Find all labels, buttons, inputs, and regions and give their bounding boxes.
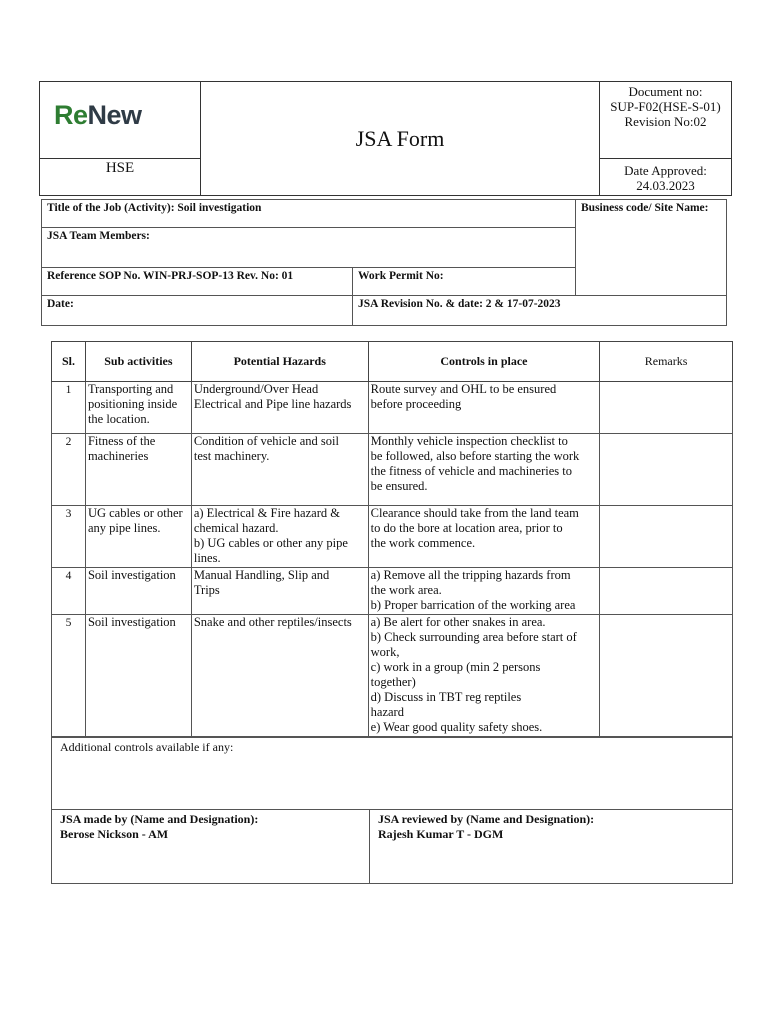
sub-activity — [85, 568, 191, 615]
remarks — [600, 506, 733, 568]
reviewed-by-name: Rajesh Kumar T - DGM — [378, 827, 504, 841]
header-potential-hazards: Potential Hazards — [191, 342, 368, 382]
table-row — [52, 382, 733, 434]
job-info-table — [41, 199, 727, 326]
header-sub-activities: Sub activities — [85, 342, 191, 382]
sub-activity-line: Transporting and — [87, 382, 174, 396]
row-serial: 3 — [52, 506, 86, 568]
remarks — [600, 568, 733, 615]
header-sl: Sl. — [52, 342, 86, 382]
document-number-cell — [600, 82, 732, 159]
reference-sop: Reference SOP No. WIN-PRJ-SOP-13 Rev. No: 01 — [42, 268, 353, 296]
document-no-label: Document no: — [628, 84, 703, 99]
controls-in-place-line: a) Be alert for other snakes in area. — [370, 615, 546, 629]
potential-hazard — [191, 506, 368, 568]
sub-activity-line: Soil investigation — [87, 568, 176, 582]
controls-in-place — [368, 506, 600, 568]
logo-cell — [40, 82, 201, 159]
controls-in-place-line: the work commence. — [370, 536, 476, 550]
controls-in-place-line: the fitness of vehicle and machineries to — [370, 464, 572, 478]
controls-in-place-line: b) Proper barrication of the working area — [370, 598, 576, 612]
controls-in-place-line: Route survey and OHL to be ensured — [370, 382, 557, 396]
potential-hazard-line: Trips — [193, 583, 220, 597]
potential-hazard-line: Manual Handling, Slip and — [193, 568, 330, 582]
table-row — [52, 434, 733, 506]
form-title: JSA Form — [201, 82, 600, 196]
header-controls: Controls in place — [368, 342, 600, 382]
sub-activity-line: positioning inside — [87, 397, 178, 411]
controls-in-place-line: Monthly vehicle inspection checklist to — [370, 434, 568, 448]
date-approved-cell — [600, 159, 732, 196]
revision-no: Revision No:02 — [624, 114, 707, 129]
potential-hazard-line: Snake and other reptiles/insects — [193, 615, 352, 629]
potential-hazard-line: a) Electrical & Fire hazard & — [193, 506, 340, 520]
controls-in-place-line: be followed, also before starting the work — [370, 449, 580, 463]
date-field: Date: — [42, 296, 353, 326]
potential-hazard — [191, 615, 368, 737]
controls-in-place-line: b) Check surrounding area before start of — [370, 630, 577, 644]
controls-in-place — [368, 434, 600, 506]
team-members: JSA Team Members: — [42, 228, 576, 268]
potential-hazard-line: Electrical and Pipe line hazards — [193, 397, 352, 411]
potential-hazard-line: b) UG cables or other any pipe — [193, 536, 348, 550]
row-serial: 1 — [52, 382, 86, 434]
signoff-table — [51, 737, 733, 884]
controls-in-place-line: together) — [370, 675, 416, 689]
table-row — [52, 506, 733, 568]
controls-in-place-line: a) Remove all the tripping hazards from — [370, 568, 571, 582]
sub-activity-line: machineries — [87, 449, 149, 463]
document-header — [39, 81, 732, 196]
sub-activity — [85, 434, 191, 506]
controls-in-place-line: the work area. — [370, 583, 442, 597]
sub-activity — [85, 615, 191, 737]
controls-in-place — [368, 568, 600, 615]
reviewed-by-cell — [370, 810, 733, 884]
department-label: HSE — [40, 159, 201, 196]
header-remarks: Remarks — [600, 342, 733, 382]
row-serial: 2 — [52, 434, 86, 506]
controls-in-place-line: d) Discuss in TBT reg reptiles — [370, 690, 522, 704]
potential-hazard — [191, 434, 368, 506]
made-by-label: JSA made by (Name and Designation): — [60, 812, 259, 826]
sub-activity-line: any pipe lines. — [87, 521, 161, 535]
hazard-table — [51, 341, 733, 737]
controls-in-place-line: hazard — [370, 705, 404, 719]
remarks — [600, 615, 733, 737]
table-row — [52, 568, 733, 615]
jsa-revision: JSA Revision No. & date: 2 & 17-07-2023 — [353, 296, 727, 326]
reviewed-by-label: JSA reviewed by (Name and Designation): — [378, 812, 595, 826]
additional-controls: Additional controls available if any: — [52, 738, 733, 810]
sub-activity-line: Fitness of the — [87, 434, 156, 448]
date-approved: 24.03.2023 — [636, 178, 695, 193]
controls-in-place — [368, 382, 600, 434]
sub-activity-line: the location. — [87, 412, 150, 426]
sub-activity-line: Soil investigation — [87, 615, 176, 629]
controls-in-place-line: c) work in a group (min 2 persons — [370, 660, 541, 674]
table-body — [52, 382, 733, 737]
sub-activity — [85, 506, 191, 568]
controls-in-place-line: before proceeding — [370, 397, 462, 411]
company-logo: ReNew — [54, 100, 142, 130]
controls-in-place-line: be ensured. — [370, 479, 428, 493]
work-permit: Work Permit No: — [353, 268, 576, 296]
date-approved-label: Date Approved: — [624, 163, 707, 178]
potential-hazard-line: lines. — [193, 551, 221, 565]
potential-hazard-line: Condition of vehicle and soil — [193, 434, 339, 448]
made-by-name: Berose Nickson - AM — [60, 827, 169, 841]
controls-in-place-line: work, — [370, 645, 400, 659]
made-by-cell — [52, 810, 370, 884]
row-serial: 5 — [52, 615, 86, 737]
remarks — [600, 434, 733, 506]
sub-activity-line: UG cables or other — [87, 506, 183, 520]
controls-in-place-line: to do the bore at location area, prior to — [370, 521, 563, 535]
potential-hazard-line: Underground/Over Head — [193, 382, 319, 396]
sub-activity — [85, 382, 191, 434]
potential-hazard — [191, 382, 368, 434]
controls-in-place — [368, 615, 600, 737]
remarks — [600, 382, 733, 434]
business-code: Business code/ Site Name: — [576, 200, 727, 296]
document-no: SUP-F02(HSE-S-01) — [610, 99, 721, 114]
potential-hazard — [191, 568, 368, 615]
table-row — [52, 615, 733, 737]
potential-hazard-line: test machinery. — [193, 449, 270, 463]
potential-hazard-line: chemical hazard. — [193, 521, 279, 535]
job-title: Title of the Job (Activity): Soil investigation — [42, 200, 576, 228]
controls-in-place-line: e) Wear good quality safety shoes. — [370, 720, 543, 734]
row-serial: 4 — [52, 568, 86, 615]
controls-in-place-line: Clearance should take from the land team — [370, 506, 579, 520]
